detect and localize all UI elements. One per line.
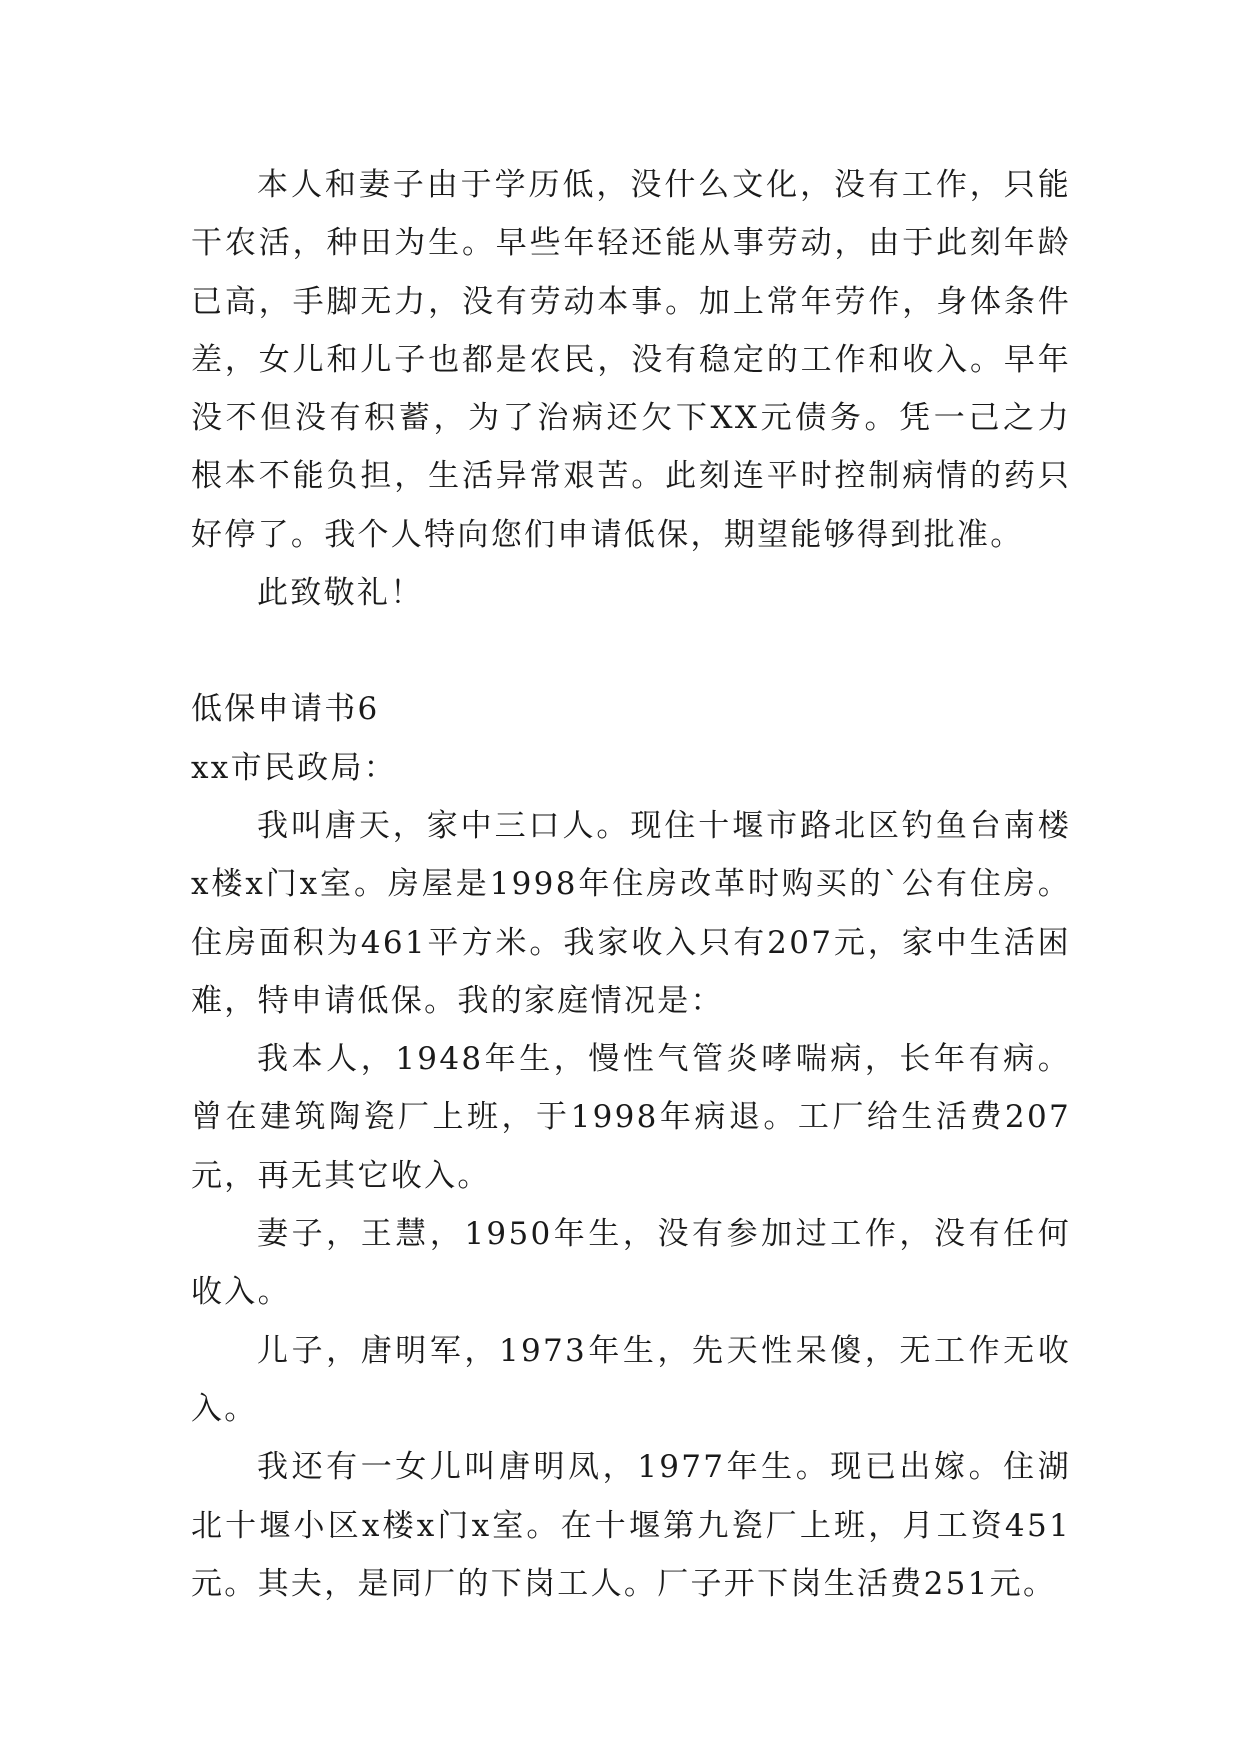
section-gap xyxy=(191,622,1071,680)
paragraph-wife: 妻子，王慧，1950年生，没有参加过工作，没有任何收入。 xyxy=(191,1216,1071,1311)
section-title: 低保申请书6 xyxy=(191,691,380,728)
paragraph-introduction: 我叫唐天，家中三口人。现住十堰市路北区钓鱼台南楼x楼x门x室。房屋是1998年住房改革时购买的`公有住房。住房面积为461平方米。我家收入只有207元，家中生活困难，特申请低保。我的家庭情况是： xyxy=(191,807,1071,1019)
paragraph-family-situation: 本人和妻子由于学历低，没什么文化，没有工作，只能干农活，种田为生。早些年轻还能从事劳动，由于此刻年龄已高，手脚无力，没有劳动本事。加上常年劳作，身体条件差，女儿和儿子也都是农民，没有稳定的工作和收入。早年没不但没有积蓄，为了治病还欠下XX元债务。凭一己之力根本不能负担，生活异常艰苦。此刻连平时控制病情的药只好停了。我个人特向您们申请低保，期望能够得到批准。 xyxy=(191,167,1071,553)
paragraph-daughter: 我还有一女儿叫唐明凤，1977年生。现已出嫁。住湖北十堰小区x楼x门x室。在十堰第九瓷厂上班，月工资451元。其夫，是同厂的下岗工人。厂子开下岗生活费251元。 xyxy=(191,1449,1071,1602)
paragraph-son: 儿子，唐明军，1973年生，先天性呆傻，无工作无收入。 xyxy=(191,1332,1071,1427)
document-body xyxy=(191,156,1071,1613)
salutation-line: xx市民政局： xyxy=(191,749,398,786)
closing-line: 此致敬礼！ xyxy=(257,575,424,612)
paragraph-self: 我本人，1948年生，慢性气管炎哮喘病，长年有病。曾在建筑陶瓷厂上班，于1998年病退。工厂给生活费207元，再无其它收入。 xyxy=(191,1041,1071,1194)
